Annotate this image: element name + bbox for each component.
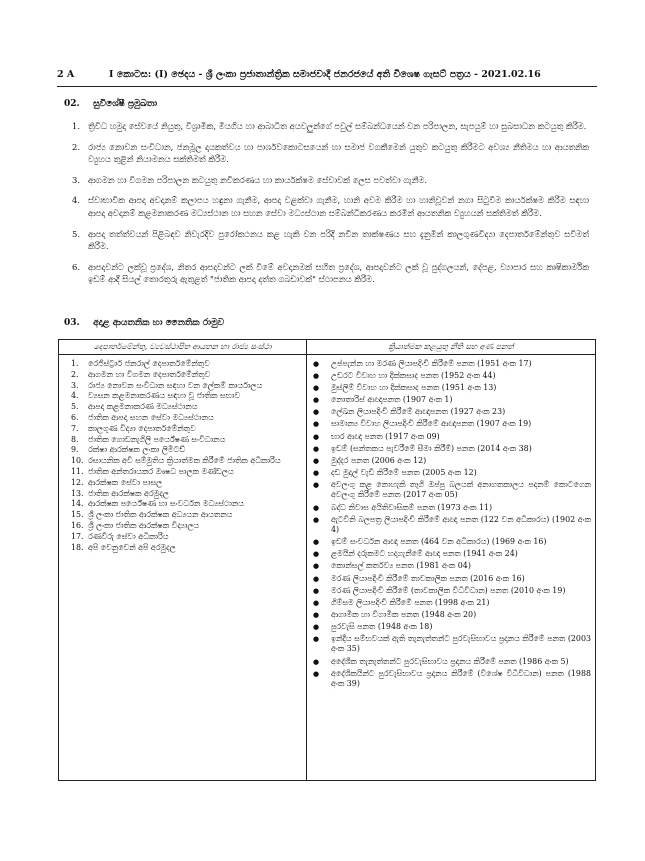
law-text: මුස්ලිම් විවාහ හා දික්කසාද පනත (1951 අංක 13)	[331, 383, 497, 393]
law-row	[313, 669, 591, 690]
department-number: 4.	[71, 391, 79, 401]
priority-item-text: ස්වාභාවික ආපදා අවදානම් කලාපය හඳුනා ගැනීම, ආපදා වළක්වා ගැනීම, හානි අවම කිරීම හා හානිවූවන් නගා සිටුවීම කාර්යක්ෂම කිරීම සඳහා ආපදා අවදානම් කළමනාකරණ මධ්‍යස්ථාන හා සහන සේවා මධ්‍යස්ථාන සම්බන්ධිකරණය කරමින් ආයතනික ව්‍යුහයන් සක්තිමත් කිරීම.	[88, 195, 589, 218]
bullet-icon: ●	[313, 538, 320, 547]
department-name: ජාතික ගොඩනැගිලි පර්යේෂණ සංවිධානය	[88, 434, 226, 444]
department-name: රාජ්‍ය නොවන සංවිධාන සඳහා වන ලේකම් කාර්යාලය	[88, 380, 263, 390]
section-03-heading	[64, 318, 224, 328]
page-header	[57, 69, 597, 80]
law-text: සාමාන්‍ය විවාහ ලියාපදිංචි කිරීමේ ආඥාපනත (1907 අංක 19)	[331, 419, 532, 429]
header-title: I කොටස: (I) ඡෙදය - ශ්‍රී ලංකා ප්‍රජාතාන්ත්‍රික සමාජවාදී ජනරජයේ අති විශෙෂ ගැසට් පත්‍රය - 2021.02.16	[109, 69, 541, 80]
law-text: උප්පැන්න හා මරණ ලියාපදිංචි කිරීමේ පනත (1951 අංක 17)	[331, 359, 532, 368]
department-row	[71, 359, 301, 370]
bullet-icon: ●	[313, 468, 320, 477]
priority-item-text: ත්‍රිවිධ හමුදා සේවයේ නියුතු, විශ්‍රාමික, මියගිය හා ආබාධිත අයවලුන්ගේ පවුල් සම්බන්ධයෙන් වන පරිපාලන, සැපයුම් හා සුබසාධන කටයුතු කිරීම.	[88, 121, 587, 131]
law-text: මරණ ලියාපදිංචි කිරීමේ (තාවකාලික විධිවිධාන) පනත (2010 අංක 19)	[331, 585, 566, 595]
law-row	[313, 407, 591, 418]
bullet-icon: ●	[313, 657, 320, 666]
department-name: රණවිරු සේවා අධිකාරිය	[88, 531, 169, 541]
department-name: ජාතික අන්තරායකර ඖෂධ පාලක මණ්ඩලය	[88, 466, 234, 476]
department-name: රසායනික අවි සම්මුතිය ක්‍රියාත්මක කිරීමේ ජාතික අධිකාරිය	[88, 456, 281, 466]
department-row	[71, 543, 301, 554]
bullet-icon: ●	[313, 574, 320, 583]
header-rule	[57, 86, 597, 87]
department-number: 14.	[71, 499, 84, 509]
bullet-icon: ●	[313, 456, 320, 465]
department-row	[71, 510, 301, 521]
department-number: 3.	[71, 380, 79, 390]
department-row	[71, 456, 301, 467]
law-row	[313, 537, 591, 548]
law-row	[313, 622, 591, 633]
law-row	[313, 419, 591, 430]
bullet-icon: ●	[313, 586, 320, 595]
section-02-heading	[64, 99, 157, 109]
department-number: 16.	[71, 520, 84, 530]
bullet-icon: ●	[313, 372, 320, 381]
law-row	[313, 395, 591, 406]
department-row	[71, 381, 301, 392]
priority-item-text: ආපදා තත්ත්වයන් පිළිබඳව නිවැරදිව පුරෝකථනය කළ හැකි වන පරිදි නවීන තාක්ෂණය සහ දැනුමින් කාලගුණවිද්‍යා දෙපාර්තමේන්තුව සවිමත් කිරීම.	[88, 228, 589, 252]
department-number: 1.	[71, 359, 79, 368]
priority-item-text: රාජ්‍ය නොවන සංවිධාන, ජනමූල දායකත්වය හා පාර්ශවකොටසයෙන් හා සමාජ වගකීමෙන් යුතුව කටයුතු කිරීමට අවශ්‍ය නීතිමය හා ආයතනික ව්‍යුහය තුළින් නියාමනය සක්තිමත් කිරීම.	[88, 141, 589, 165]
departments-list	[71, 359, 301, 553]
priority-item-number: 5.	[72, 228, 80, 239]
law-row	[313, 574, 591, 585]
table-header-laws: ක්‍රියාත්මක කළයුතු නීති සහ අණ පනත්	[388, 342, 514, 351]
law-row	[313, 359, 591, 370]
department-name: ශ්‍රී ලංකා ජාතික ආරක්ෂක අධ්‍යයන ආයතනය	[88, 510, 233, 520]
department-number: 6.	[71, 412, 79, 422]
section-03-title: අදාළ ආයතනික හා නෛතික රාමුව	[93, 318, 225, 328]
department-number: 18.	[71, 542, 84, 552]
laws-list	[313, 359, 591, 691]
law-row	[313, 456, 591, 467]
bullet-icon: ●	[313, 550, 320, 559]
law-row	[313, 383, 591, 394]
law-row	[313, 480, 591, 501]
page-number: 2 A	[57, 69, 75, 80]
department-name: අපි වෙනුවෙන් අපි අරමුදල	[88, 542, 176, 552]
section-02-number: 02.	[64, 99, 80, 109]
section-02-title: සුවිශේෂී ප්‍රමුඛතා	[93, 99, 158, 109]
law-text: ළමයින් දරුකමට හදාගැනීමේ ආඥා පනත (1941 අංක 24)	[331, 549, 518, 559]
department-row	[71, 467, 301, 478]
law-text: ඉඩම් (සන්තකය පැවරීමේ සීමා කිරීම්) පනත (2014 අංක 38)	[331, 443, 532, 453]
department-number: 12.	[71, 477, 84, 487]
law-text: නොතාරිස් ආඥාපනත (1907 අංක 1)	[331, 395, 453, 405]
law-row	[313, 610, 591, 621]
priority-item	[72, 174, 589, 187]
table-column-divider	[306, 340, 307, 780]
law-text: මරණ ලියාපදිංචි කිරීමේ තාවකාලික පනත (2016 අංක 16)	[331, 573, 525, 583]
law-row	[313, 598, 591, 609]
law-text: දඩ මුදල් වැඩි කිරීමේ පනත (2005 අංක 12)	[331, 467, 477, 477]
priority-item	[72, 120, 589, 133]
priority-item	[72, 194, 589, 219]
department-number: 8.	[71, 434, 79, 444]
bullet-icon: ●	[313, 396, 320, 405]
priority-item-number: 4.	[72, 195, 80, 206]
law-row	[313, 549, 591, 560]
bullet-icon: ●	[313, 562, 320, 571]
bullet-icon: ●	[313, 634, 320, 643]
department-number: 11.	[71, 466, 84, 476]
law-row	[313, 515, 591, 536]
department-name: ව්‍යසන කළමනාකරණය සඳහා වූ ජාතික සභාව	[88, 391, 241, 401]
law-row	[313, 586, 591, 597]
department-number: 5.	[71, 402, 79, 412]
department-row	[71, 370, 301, 381]
law-text: මුද්දර පනත (2006 අංක 12)	[331, 455, 427, 465]
department-row	[71, 424, 301, 435]
law-text: ගිම්සම ලියාපදිංචි කිරීමේ පනත (1998 අංක 21)	[331, 597, 490, 607]
law-row	[313, 503, 591, 514]
department-number: 10.	[71, 456, 84, 466]
department-row	[71, 402, 301, 413]
bullet-icon: ●	[313, 622, 320, 631]
table-header-departments: දෙපාර්තමේන්තු, ව්‍යවස්ථාපිත ආයතන හා රාජ්‍ය සංස්ථා	[93, 342, 272, 351]
department-row	[71, 489, 301, 500]
law-row	[313, 468, 591, 479]
law-text: ඉන්දීය සම්භවයක් ඇති තැනැත්තන්ට පුරවැසිභාවය ප්‍රදානය කිරීමේ පනත (2003 අංක 35)	[331, 633, 591, 654]
department-number: 13.	[71, 488, 84, 498]
bullet-icon: ●	[313, 598, 320, 607]
bullet-icon: ●	[313, 669, 320, 678]
law-text: අදේශිකයින්ට පුරවැසිභාවය ප්‍රදානය කිරීමේ (විශේෂ විධිවිධාන) පනත (1988 අංක 39)	[331, 668, 591, 689]
department-name: ජාතික ආපදා සහන සේවා මධ්‍යස්ථානය	[88, 412, 214, 422]
law-text: භාර ආඥා පනත (1917 අංක 09)	[331, 431, 440, 441]
department-row	[71, 413, 301, 424]
bullet-icon: ●	[313, 384, 320, 393]
department-number: 2.	[71, 369, 79, 379]
department-row	[71, 445, 301, 456]
department-name: කාලගුණ විද්‍යා දෙපාර්තමේන්තුව	[88, 423, 196, 433]
department-number: 17.	[71, 531, 84, 541]
priority-item-number: 2.	[72, 141, 80, 152]
bullet-icon: ●	[313, 480, 320, 489]
priority-item-text: ආපදාවන්ට ලක්වූ ප්‍රදේශ, නිතර ආපදාවන්ට ලක් විමේ අවදානමක් සහිත ප්‍රදේශ, ආපදාවන්ට ලක් වූ පුද්ගලයන්, දේපළ, ව්‍යාපාර සහ කෘෂිකාර්මික ඉඩම් ආදී සියල් තොරතුරු ඇතුළත් "ජාතික ආපදා දත්ත ගබඩාවක්" ස්ථාපනය කිරීම.	[88, 261, 589, 285]
department-name: රක්ෂා ආරක්ෂක ලංකා ලිමිටඩ්	[88, 445, 186, 455]
law-row	[313, 634, 591, 655]
department-name: ශ්‍රී ලංකා ජාතික ආරක්ෂක විද්‍යාලය	[88, 520, 200, 530]
law-row	[313, 371, 591, 382]
department-name: ආපදා කළමනාකරණ මධ්‍යස්ථානය	[88, 402, 198, 412]
department-name: ආරක්ෂක පර්යේෂණ හා සංවර්ධන මධ්‍යස්ථානය	[88, 499, 244, 509]
section-03-number: 03.	[64, 318, 80, 328]
department-row	[71, 499, 301, 510]
department-number: 9.	[71, 445, 79, 455]
priority-item	[72, 141, 589, 166]
department-name: ආරක්ෂක සේවා පාසල	[88, 477, 163, 487]
priority-item	[72, 228, 589, 253]
department-row	[71, 391, 301, 402]
law-text: කොන්සල් කර්තව්‍ය පනත (1981 අංක 04)	[331, 561, 471, 571]
bullet-icon: ●	[313, 432, 320, 441]
department-row	[71, 521, 301, 532]
law-text: අදේශීක තැනැත්තන්ට පුරවැසිභාවය ප්‍රදානය කිරීමේ පනත (1986 අංක 5)	[331, 656, 569, 666]
department-row	[71, 435, 301, 446]
law-text: ආගාමික හා විගාමික පනත (1948 අංක 20)	[331, 609, 477, 619]
department-number: 7.	[71, 423, 79, 433]
department-row	[71, 532, 301, 543]
law-text: පුරවැසි පනත (1948 අංක 18)	[331, 621, 433, 631]
law-text: උඩරට විවාහ හා දික්කසාද පනත (1952 අංක 44)	[331, 371, 496, 381]
priority-list	[72, 120, 589, 294]
department-number: 15.	[71, 510, 84, 520]
law-text: අවලංගු කළ නොහැකි තෑගි ඔප්පු බලයක් අනාගතකාලය පදනම් කොටගෙන අවලංගු කිරීමේ පනත (2017 අංක 05)	[331, 479, 591, 500]
law-text: බද්ධ නිවාස අයිතිවාසිකම් පනත (1973 අංක 11)	[331, 502, 493, 512]
department-name: ආගමන හා විගමන දෙපාර්තමේන්තුව	[88, 369, 211, 379]
bullet-icon: ●	[313, 444, 320, 453]
department-row	[71, 478, 301, 489]
law-text: ඇටවිනි බලපත්‍ර ලියාපදිංචි කිරීමේ ආඥා පනත (122 වන අධිකාරය) (1902 අංක 4)	[331, 514, 591, 535]
priority-item-number: 3.	[72, 174, 80, 185]
law-row	[313, 657, 591, 668]
law-text: ඉඩම් සංවර්ධන ආඥා පනත (464 වන අධිකාරය) (1969 අංක 16)	[331, 537, 547, 547]
department-name: ජාතික ආරක්ෂක අරමුදල	[88, 488, 169, 498]
bullet-icon: ●	[313, 515, 320, 524]
bullet-icon: ●	[313, 420, 320, 429]
bullet-icon: ●	[313, 408, 320, 417]
priority-item-number: 1.	[72, 121, 80, 131]
bullet-icon: ●	[313, 360, 320, 368]
law-text: ලේඛන ලියාපදිංචි කිරීමේ ආඥාපනත (1927 අංක 23)	[331, 407, 506, 417]
law-row	[313, 444, 591, 455]
priority-item-number: 6.	[72, 261, 80, 272]
priority-item-text: ආගමන හා විගමන පරිපාලන කටයුතු නවීකරණය හා කාර්යක්ෂම සේවාවක් ලෙස පවත්වා ගැනීම.	[88, 174, 428, 185]
law-row	[313, 432, 591, 443]
department-name: රෙජිස්ට්‍රාර් ජනරාල් දෙපාර්තමේන්තුව	[88, 359, 210, 368]
priority-item	[72, 261, 589, 286]
bullet-icon: ●	[313, 503, 320, 512]
law-row	[313, 561, 591, 572]
institutional-legal-table	[58, 339, 596, 781]
bullet-icon: ●	[313, 610, 320, 619]
